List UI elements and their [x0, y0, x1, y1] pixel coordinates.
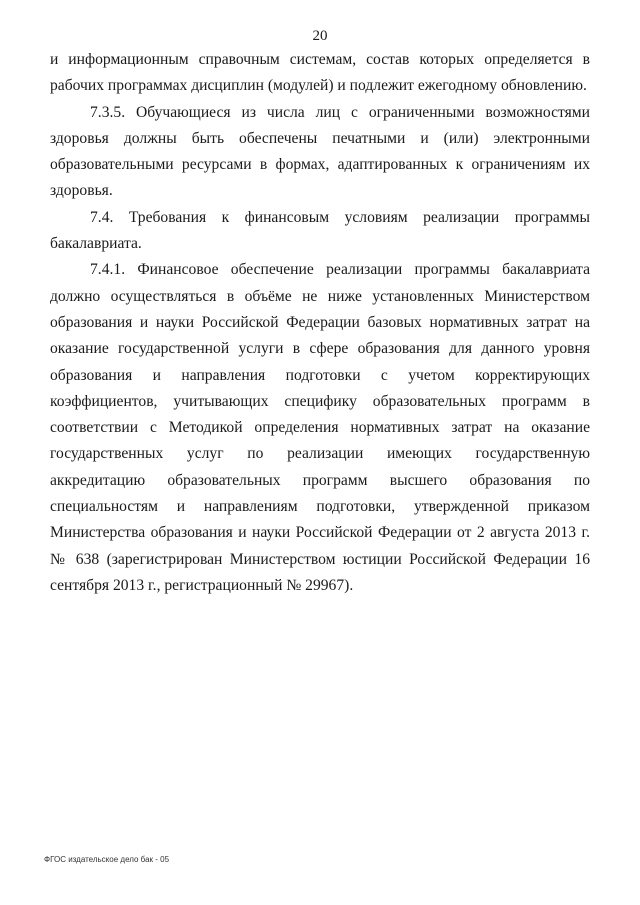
paragraph-continuation: и информационным справочным системам, состав которых определяется в рабочих программах дисциплин (модулей) и подлежит ежегодному обновлению. — [50, 51, 590, 95]
page-number: 20 — [312, 28, 328, 44]
footer-code: ФГОС издательское дело бак - 05 — [44, 855, 170, 864]
paragraph-7-4-1: 7.4.1. Финансовое обеспечение реализации программы бакалавриата должно осуществляться в объёме не ниже установленных Министерством образования и науки Российской Федерации базовых нормативных затрат на оказание государственной услуги в сфере образования для данного уровня образования и направления подготовки с учетом корректирующих коэффициентов, учитывающих специфику образовательных программ в соответствии с Методикой определения нормативных затрат на оказание государственных услуг по реализации имеющих государственную аккредитацию образовательных программ высшего образования по специальностям и направлениям подготовки, утвержденной приказом Министерства образования и науки Российской Федерации от 2 августа 2013 г. № 638 (зарегистрирован Министерством юстиции Российской Федерации 16 сентября 2013 г., регистрационный № 29967). — [50, 261, 590, 594]
paragraph-7-3-5: 7.3.5. Обучающиеся из числа лиц с ограниченными возможностями здоровья должны быть обеспечены печатными и (или) электронными образовательными ресурсами в формах, адаптированных к ограничениям их здоровья. — [50, 103, 590, 200]
document-body — [50, 47, 590, 599]
paragraph-7-4: 7.4. Требования к финансовым условиям реализации программы бакалавриата. — [50, 208, 590, 253]
